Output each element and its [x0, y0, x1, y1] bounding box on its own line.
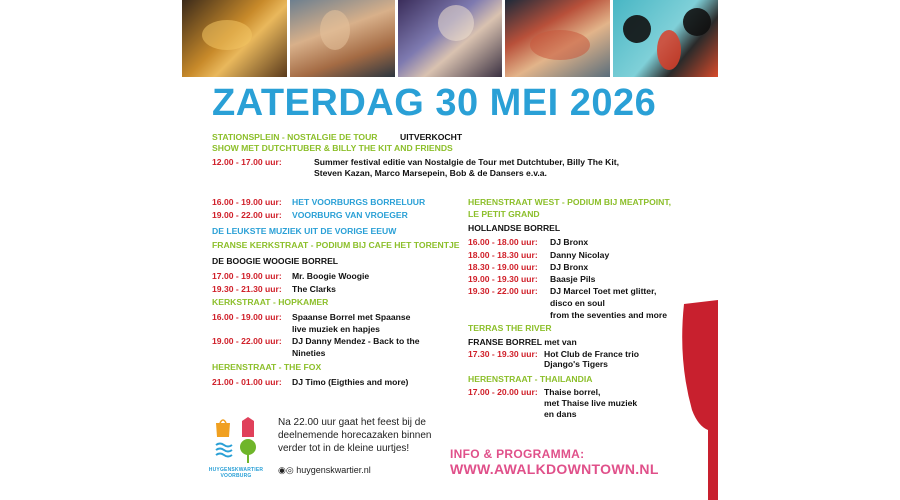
west-item-act: Baasje Pils	[550, 274, 596, 284]
vroeger-title: VOORBURG VAN VROEGER	[292, 210, 408, 220]
the-fox-heading: HERENSTRAAT - THE FOX	[212, 362, 322, 372]
brand-line-1: HUYGENSKWARTIER	[208, 467, 264, 473]
note-line-1: Na 22.00 uur gaat het feest bij de	[278, 417, 426, 428]
event-date-headline: ZATERDAG 30 MEI 2026	[212, 82, 657, 124]
fox-act: DJ Timo (Eigthies and more)	[292, 377, 409, 387]
west-item-time: 16.00 - 18.00 uur:	[468, 237, 538, 247]
stationsplein-desc-1: Summer festival editie van Nostalgie de Tour met Dutchtuber, Billy The Kit,	[314, 157, 619, 167]
herenstraat-west-heading-2: LE PETIT GRAND	[468, 209, 540, 219]
website-link[interactable]: WWW.AWALKDOWNTOWN.NL	[450, 461, 659, 477]
photo-dj-records	[613, 0, 718, 77]
thai-act: Thaise borrel,	[544, 387, 601, 397]
stationsplein-time: 12.00 - 17.00 uur:	[212, 157, 282, 167]
stationsplein-heading: STATIONSPLEIN - NOSTALGIE DE TOUR	[212, 132, 378, 142]
kerk-item-time: 16.00 - 19.00 uur:	[212, 312, 282, 322]
river-act-line2: Django's Tigers	[544, 359, 608, 369]
franse-kerkstraat-heading: FRANSE KERKSTRAAT - PODIUM BIJ CAFE HET TORENTJE	[212, 240, 460, 250]
photo-strip	[182, 0, 718, 77]
thailandia-heading: HERENSTRAAT - THAILANDIA	[468, 374, 593, 384]
social-handle-text: huygenskwartier.nl	[296, 465, 371, 475]
west-item-act: DJ Marcel Toet met glitter,	[550, 286, 657, 296]
stationsplein-subheading: SHOW MET DUTCHTUBER & BILLY THE KIT AND FRIENDS	[212, 143, 453, 153]
photo-drummers	[505, 0, 610, 77]
fox-time: 21.00 - 01.00 uur:	[212, 377, 282, 387]
borreluur-time: 16.00 - 19.00 uur:	[212, 197, 282, 207]
stationsplein-desc-2: Steven Kazan, Marco Marsepein, Bob & de Dansers e.v.a.	[314, 168, 547, 178]
boogie-woogie-heading: DE BOOGIE WOOGIE BORREL	[212, 256, 339, 266]
west-item-act: DJ Bronx	[550, 262, 589, 272]
kerk-item-time: 19.00 - 22.00 uur:	[212, 336, 282, 346]
photo-trumpets	[182, 0, 287, 77]
franse-item-act: Mr. Boogie Woogie	[292, 271, 370, 281]
kerk-item-act-line2: Nineties	[292, 348, 326, 358]
franse-item-act: The Clarks	[292, 284, 336, 294]
thai-time: 17.00 - 20.00 uur:	[468, 387, 538, 397]
leukste-muziek-heading: DE LEUKSTE MUZIEK UIT DE VORIGE EEUW	[212, 226, 397, 236]
social-icons: ◉◎	[278, 465, 297, 475]
brand-line-2: VOORBURG	[220, 473, 252, 479]
thai-act-line2: met Thaise live muziek	[544, 398, 638, 408]
after-hours-note	[278, 416, 431, 455]
sold-out-label: UITVERKOCHT	[400, 132, 463, 142]
marcel-line-2: disco en soul	[550, 298, 605, 308]
kerk-item-act-line2: live muziek en hapjes	[292, 324, 380, 334]
photo-dancing-crowd	[398, 0, 503, 77]
vroeger-time: 19.00 - 22.00 uur:	[212, 210, 282, 220]
franse-item-time: 19.30 - 21.30 uur:	[212, 284, 282, 294]
marcel-line-3: from the seventies and more	[550, 310, 668, 320]
brand-name	[204, 467, 268, 479]
terras-the-river-heading: TERRAS THE RIVER	[468, 323, 552, 333]
west-item-time: 18.30 - 19.00 uur:	[468, 262, 538, 272]
note-line-3: verder tot in de kleine uurtjes!	[278, 443, 410, 454]
huygenskwartier-logo	[212, 413, 262, 467]
west-item-time: 19.30 - 22.00 uur:	[468, 286, 538, 296]
social-handle[interactable]	[278, 465, 371, 476]
herenstraat-west-heading: HERENSTRAAT WEST - PODIUM BIJ MEATPOINT,	[468, 197, 672, 207]
kerk-item-act: Spaanse Borrel met Spaanse	[292, 312, 411, 322]
event-poster	[182, 0, 718, 500]
kerkstraat-heading: KERKSTRAAT - HOPKAMER	[212, 297, 329, 307]
west-item-time: 18.00 - 18.30 uur:	[468, 250, 538, 260]
hollandse-borrel-heading: HOLLANDSE BORREL	[468, 223, 561, 233]
thai-act-line3: en dans	[544, 409, 577, 419]
west-item-act: DJ Bronx	[550, 237, 589, 247]
river-time: 17.30 - 19.30 uur:	[468, 349, 538, 359]
west-item-act: Danny Nicolay	[550, 250, 610, 260]
borreluur-title: HET VOORBURGS BORRELUUR	[292, 197, 426, 207]
west-item-time: 19.00 - 19.30 uur:	[468, 274, 538, 284]
franse-item-time: 17.00 - 19.00 uur:	[212, 271, 282, 281]
river-act: Hot Club de France trio	[544, 349, 640, 359]
info-programma-label: INFO & PROGRAMMA:	[450, 447, 585, 461]
photo-terrace-drinks	[290, 0, 395, 77]
wine-glass-graphic	[668, 300, 718, 500]
franse-borrel-heading: FRANSE BORREL met van	[468, 337, 577, 347]
note-line-2: deelnemende horecazaken binnen	[278, 430, 432, 441]
kerk-item-act: DJ Danny Mendez - Back to the	[292, 336, 420, 346]
